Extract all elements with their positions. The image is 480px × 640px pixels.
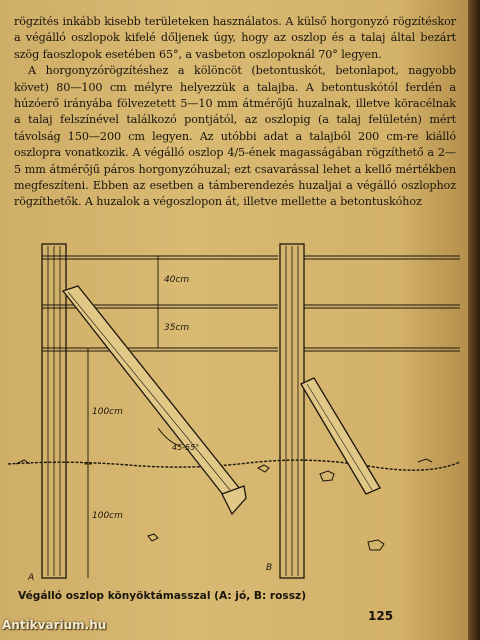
label-a: A	[28, 573, 35, 583]
strut-a	[63, 286, 246, 514]
dimension-35cm-label: 35cm	[164, 323, 190, 333]
strut-b	[301, 378, 380, 494]
post-b	[280, 244, 304, 578]
figure-caption: Végálló oszlop könyöktámasszal (A: jó, B: rossz)	[18, 590, 307, 602]
post-a	[42, 244, 66, 578]
dimension-lines	[84, 256, 162, 578]
ground-line	[8, 460, 460, 470]
body-text	[14, 14, 456, 211]
label-b: B	[266, 563, 273, 573]
paragraph-1: rögzítés inkább kisebb területeken használatos. A külső horgonyzó rögzítéskor a végálló oszlopok kifelé dőljenek úgy, hogy az oszlop és a talaj által bezárt szög faoszlopok esetében 65°, a vasbeton oszlopoknál 70° legyen.	[14, 15, 456, 61]
angle-label: 45-55°	[172, 443, 200, 452]
dimension-100cm-label: 100cm	[92, 407, 123, 417]
dimension-40cm-label: 40cm	[164, 275, 190, 285]
page-number: 125	[368, 609, 394, 623]
fence-diagram	[8, 236, 460, 586]
watermark: Antikvarium.hu	[2, 618, 107, 632]
dimension-100cm-below-label: 100cm	[92, 511, 123, 521]
paragraph-2: A horgonyzórögzítéshez a kölöncöt (betontuskót, betonlapot, nagyobb követ) 80—100 cm mélyre helyezzük a talajba. A betontuskótól ferdén a húzóerő irányába fölvezetett 5—10 mm átmérőjű huzalnak, illetve köracélnak a talaj felszínével találkozó pontjától, az oszlopig (a talaj felületén) mért távolság 150—200 cm legyen. Az utóbbi adat a talajból 200 cm-re kiálló oszlopra vonatkozik. A végálló oszlop 4/5-ének magasságában rögzíthető a 2—5 mm átmérőjű páros horgonyzóhuzal; ezt csavarással lehet a kellő mértékben megfeszíteni. Ebben az esetben a támberendezés huzaljai a végálló oszlophoz rögzíthetők. A huzalok a végoszlopon át, illetve mellette a betontuskóhoz	[14, 64, 456, 209]
book-spine-edge	[468, 0, 480, 640]
